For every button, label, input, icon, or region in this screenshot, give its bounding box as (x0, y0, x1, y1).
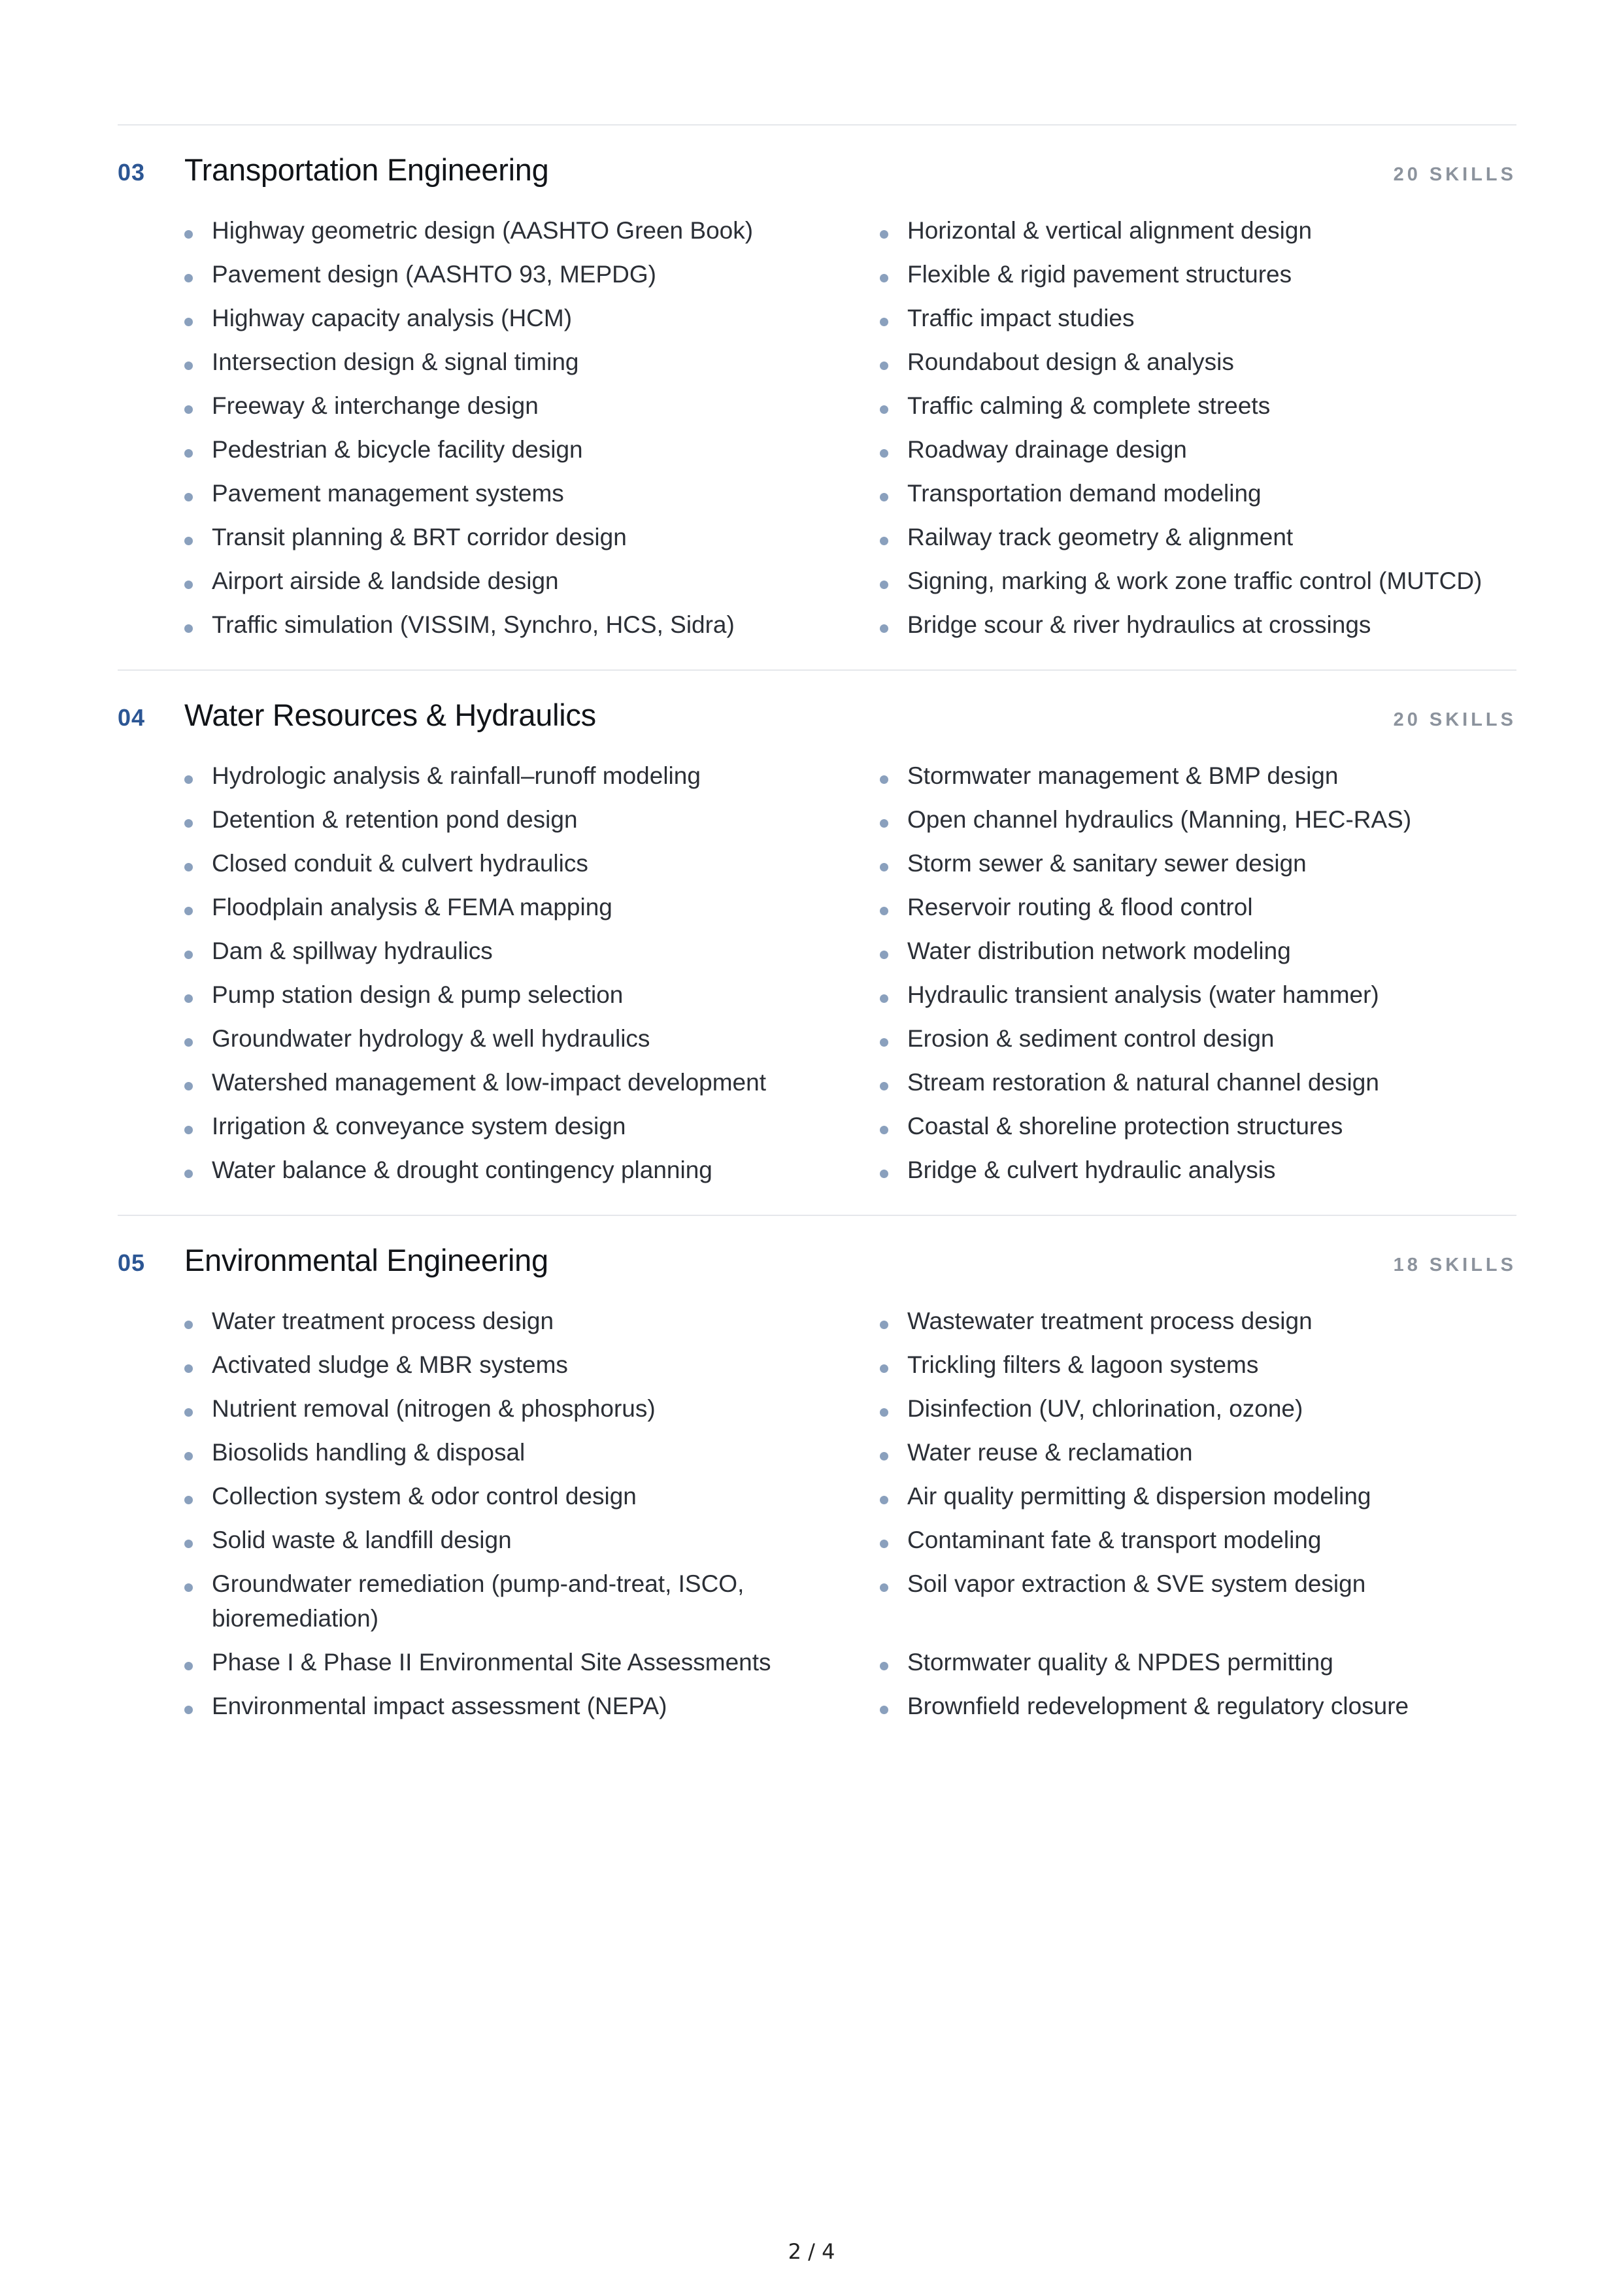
bullet-dot-icon (880, 476, 907, 511)
list-item (184, 1689, 880, 1723)
skill-label: Highway capacity analysis (HCM) (212, 305, 573, 331)
page-indicator: 2 / 4 (788, 2239, 835, 2264)
skill-label: Horizontal & vertical alignment design (907, 217, 1313, 244)
section-title: Environmental Engineering (184, 1243, 548, 1277)
list-item (184, 1523, 880, 1557)
list-item (880, 388, 1533, 423)
skill-label: Stormwater quality & NPDES permitting (907, 1649, 1333, 1676)
section-header (118, 1242, 1516, 1284)
skill-list (184, 758, 1516, 1187)
list-item (184, 476, 880, 511)
skill-label: Hydraulic transient analysis (water hammer) (907, 981, 1379, 1008)
bullet-dot-icon (184, 1689, 212, 1723)
bullet-dot-icon (880, 213, 907, 248)
skill-label: Wastewater treatment process design (907, 1308, 1313, 1334)
list-item (880, 1347, 1533, 1382)
bullet-dot-icon (880, 1153, 907, 1187)
skill-label: Collection system & odor control design (212, 1483, 637, 1510)
skill-label: Solid waste & landfill design (212, 1527, 512, 1553)
bullet-dot-icon (184, 345, 212, 379)
bullet-dot-icon (880, 1109, 907, 1143)
list-item (880, 1645, 1533, 1680)
skill-label: Intersection design & signal timing (212, 348, 579, 375)
list-item (880, 1304, 1533, 1338)
skill-label: Hydrologic analysis & rainfall–runoff modeling (212, 762, 701, 789)
skill-label: Environmental impact assessment (NEPA) (212, 1693, 667, 1719)
bullet-dot-icon (184, 1435, 212, 1470)
document-page (118, 124, 1516, 1751)
list-item (880, 890, 1533, 924)
bullet-dot-icon (184, 934, 212, 968)
skill-label: Nutrient removal (nitrogen & phosphorus) (212, 1395, 656, 1422)
bullet-dot-icon (880, 934, 907, 968)
skill-label: Roundabout design & analysis (907, 348, 1234, 375)
skill-label: Stream restoration & natural channel design (907, 1069, 1379, 1096)
bullet-dot-icon (184, 1523, 212, 1557)
bullet-dot-icon (880, 1391, 907, 1426)
list-item (184, 1065, 880, 1100)
skill-label: Floodplain analysis & FEMA mapping (212, 894, 612, 920)
skill-count-badge: 20 SKILLS (1393, 709, 1516, 730)
skill-label: Phase I & Phase II Environmental Site Assessments (212, 1649, 771, 1676)
list-item (184, 520, 880, 554)
skill-label: Traffic simulation (VISSIM, Synchro, HCS, Sidra) (212, 611, 735, 638)
bullet-dot-icon (880, 345, 907, 379)
skill-list (184, 1304, 1516, 1723)
bullet-dot-icon (184, 476, 212, 511)
bullet-dot-icon (880, 1304, 907, 1338)
skill-label: Brownfield redevelopment & regulatory closure (907, 1693, 1409, 1719)
bullet-dot-icon (880, 257, 907, 292)
skill-label: Irrigation & conveyance system design (212, 1113, 626, 1140)
list-item (184, 1479, 880, 1513)
list-item (880, 1109, 1533, 1143)
bullet-dot-icon (184, 802, 212, 837)
list-item (880, 1566, 1533, 1636)
bullet-dot-icon (880, 890, 907, 924)
list-item (880, 520, 1533, 554)
skill-label: Stormwater management & BMP design (907, 762, 1339, 789)
list-item (184, 1435, 880, 1470)
list-item (184, 301, 880, 335)
list-item (880, 213, 1533, 248)
skill-section (118, 124, 1516, 669)
list-item (880, 977, 1533, 1012)
bullet-dot-icon (880, 1065, 907, 1100)
skill-label: Traffic calming & complete streets (907, 392, 1271, 419)
list-item (880, 1435, 1533, 1470)
bullet-dot-icon (880, 432, 907, 467)
list-item (184, 1109, 880, 1143)
skill-label: Trickling filters & lagoon systems (907, 1351, 1259, 1378)
skill-label: Traffic impact studies (907, 305, 1135, 331)
skill-label: Dam & spillway hydraulics (212, 937, 493, 964)
skill-label: Freeway & interchange design (212, 392, 539, 419)
skill-label: Groundwater hydrology & well hydraulics (212, 1025, 650, 1052)
list-item (184, 846, 880, 881)
list-item (880, 1153, 1533, 1187)
list-item (184, 1347, 880, 1382)
bullet-dot-icon (880, 977, 907, 1012)
skill-label: Water reuse & reclamation (907, 1439, 1193, 1466)
list-item (184, 257, 880, 292)
bullet-dot-icon (184, 1645, 212, 1680)
bullet-dot-icon (880, 802, 907, 837)
list-item (184, 802, 880, 837)
skill-label: Watershed management & low-impact development (212, 1069, 766, 1096)
skill-label: Open channel hydraulics (Manning, HEC-RAS) (907, 806, 1412, 833)
skill-label: Railway track geometry & alignment (907, 524, 1294, 550)
list-item (880, 476, 1533, 511)
bullet-dot-icon (184, 1153, 212, 1187)
list-item (880, 1689, 1533, 1723)
bullet-dot-icon (880, 1347, 907, 1382)
list-item (184, 758, 880, 793)
list-item (880, 802, 1533, 837)
bullet-dot-icon (184, 846, 212, 881)
bullet-dot-icon (184, 301, 212, 335)
bullet-dot-icon (184, 213, 212, 248)
list-item (184, 345, 880, 379)
skill-label: Pump station design & pump selection (212, 981, 624, 1008)
skill-label: Airport airside & landside design (212, 567, 559, 594)
section-title: Transportation Engineering (184, 152, 549, 187)
skill-label: Storm sewer & sanitary sewer design (907, 850, 1307, 877)
bullet-dot-icon (880, 1645, 907, 1680)
skill-label: Contaminant fate & transport modeling (907, 1527, 1322, 1553)
bullet-dot-icon (880, 1689, 907, 1723)
bullet-dot-icon (880, 301, 907, 335)
list-item (880, 1479, 1533, 1513)
list-item (184, 934, 880, 968)
bullet-dot-icon (880, 607, 907, 642)
skill-label: Water balance & drought contingency planning (212, 1156, 712, 1183)
bullet-dot-icon (184, 1109, 212, 1143)
list-item (880, 607, 1533, 642)
section-header (118, 152, 1516, 194)
bullet-dot-icon (880, 846, 907, 881)
bullet-dot-icon (184, 890, 212, 924)
list-item (184, 1645, 880, 1680)
list-item (880, 758, 1533, 793)
skill-label: Signing, marking & work zone traffic control (MUTCD) (907, 567, 1482, 594)
skill-label: Activated sludge & MBR systems (212, 1351, 568, 1378)
skill-count-badge: 18 SKILLS (1393, 1255, 1516, 1275)
list-item (880, 432, 1533, 467)
list-item (184, 564, 880, 598)
bullet-dot-icon (880, 1566, 907, 1601)
skill-label: Groundwater remediation (pump-and-treat, ISCO, bioremediation) (212, 1570, 745, 1632)
skill-label: Air quality permitting & dispersion modeling (907, 1483, 1371, 1510)
skill-label: Water treatment process design (212, 1308, 554, 1334)
bullet-dot-icon (184, 257, 212, 292)
skill-label: Pedestrian & bicycle facility design (212, 436, 583, 463)
list-item (880, 846, 1533, 881)
skill-label: Erosion & sediment control design (907, 1025, 1275, 1052)
skill-label: Pavement management systems (212, 480, 564, 507)
section-header (118, 697, 1516, 739)
skill-label: Disinfection (UV, chlorination, ozone) (907, 1395, 1303, 1422)
skill-label: Reservoir routing & flood control (907, 894, 1253, 920)
list-item (880, 1391, 1533, 1426)
skill-label: Biosolids handling & disposal (212, 1439, 526, 1466)
section-title: Water Resources & Hydraulics (184, 698, 596, 732)
list-item (184, 432, 880, 467)
list-item (880, 257, 1533, 292)
bullet-dot-icon (184, 1304, 212, 1338)
list-item (184, 607, 880, 642)
list-item (880, 934, 1533, 968)
list-item (880, 1021, 1533, 1056)
bullet-dot-icon (880, 1021, 907, 1056)
list-item (880, 301, 1533, 335)
skill-label: Water distribution network modeling (907, 937, 1291, 964)
skill-label: Transportation demand modeling (907, 480, 1262, 507)
list-item (184, 977, 880, 1012)
bullet-dot-icon (184, 1347, 212, 1382)
bullet-dot-icon (184, 564, 212, 598)
bullet-dot-icon (184, 432, 212, 467)
section-number: 05 (118, 1249, 146, 1276)
list-item (184, 890, 880, 924)
list-item (184, 1021, 880, 1056)
skill-label: Flexible & rigid pavement structures (907, 261, 1292, 288)
bullet-dot-icon (184, 1479, 212, 1513)
bullet-dot-icon (880, 564, 907, 598)
bullet-dot-icon (880, 758, 907, 793)
list-item (880, 1523, 1533, 1557)
bullet-dot-icon (184, 758, 212, 793)
skill-label: Bridge scour & river hydraulics at crossings (907, 611, 1371, 638)
skill-label: Transit planning & BRT corridor design (212, 524, 627, 550)
bullet-dot-icon (184, 520, 212, 554)
section-number: 03 (118, 159, 146, 186)
list-item (184, 1304, 880, 1338)
bullet-dot-icon (880, 388, 907, 423)
bullet-dot-icon (880, 1479, 907, 1513)
list-item (880, 564, 1533, 598)
list-item (184, 1391, 880, 1426)
skill-label: Detention & retention pond design (212, 806, 578, 833)
skill-section (118, 669, 1516, 1215)
skill-list (184, 213, 1516, 642)
skill-label: Soil vapor extraction & SVE system design (907, 1570, 1366, 1597)
skill-label: Roadway drainage design (907, 436, 1187, 463)
bullet-dot-icon (184, 1566, 212, 1601)
bullet-dot-icon (184, 607, 212, 642)
list-item (184, 1566, 880, 1636)
list-item (184, 213, 880, 248)
bullet-dot-icon (184, 1065, 212, 1100)
list-item (880, 345, 1533, 379)
bullet-dot-icon (880, 1523, 907, 1557)
skill-label: Closed conduit & culvert hydraulics (212, 850, 588, 877)
list-item (880, 1065, 1533, 1100)
skill-label: Highway geometric design (AASHTO Green Book) (212, 217, 754, 244)
bullet-dot-icon (880, 520, 907, 554)
bullet-dot-icon (184, 1391, 212, 1426)
bullet-dot-icon (184, 977, 212, 1012)
skill-label: Coastal & shoreline protection structures (907, 1113, 1343, 1140)
section-number: 04 (118, 704, 146, 731)
skill-label: Bridge & culvert hydraulic analysis (907, 1156, 1276, 1183)
list-item (184, 388, 880, 423)
bullet-dot-icon (184, 1021, 212, 1056)
bullet-dot-icon (880, 1435, 907, 1470)
list-item (184, 1153, 880, 1187)
skill-section (118, 1215, 1516, 1751)
bullet-dot-icon (184, 388, 212, 423)
skill-count-badge: 20 SKILLS (1393, 164, 1516, 185)
skill-label: Pavement design (AASHTO 93, MEPDG) (212, 261, 656, 288)
